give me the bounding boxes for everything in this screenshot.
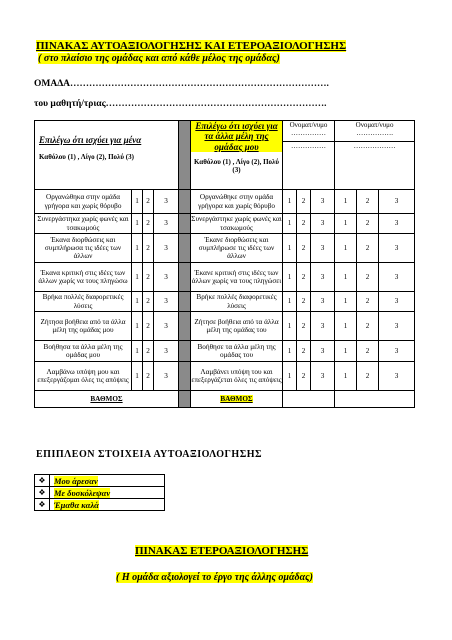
member-1-score-1[interactable]: 1 (283, 312, 297, 341)
member-1-score-1[interactable]: 1 (283, 214, 297, 234)
hetero-subtitle: ( Η ομάδα αξιολογεί το έργο της άλλης ομάδας) (116, 572, 313, 583)
table-row (35, 362, 415, 391)
member-1-score-3[interactable]: 3 (311, 341, 335, 362)
others-criterion: Λαμβάνει υπόψη του και επεξεργάζεται όλες τις απόψεις (191, 362, 283, 391)
table-row (35, 292, 415, 312)
extra-options-list (34, 474, 165, 511)
member-1-name-cell (283, 121, 335, 142)
member-1-score-2[interactable]: 2 (297, 341, 311, 362)
others-score-label: ΒΑΘΜΟΣ (220, 394, 253, 403)
others-header-cell (191, 121, 283, 190)
column-separator (179, 121, 191, 190)
member-2-score-3[interactable]: 3 (379, 234, 415, 263)
member-2-score-1[interactable]: 1 (335, 234, 357, 263)
score-row (35, 391, 415, 408)
member-2-score-1[interactable]: 1 (335, 362, 357, 391)
self-header-cell (35, 121, 179, 190)
table-row (35, 312, 415, 341)
self-criterion: Οργανώθηκα στην ομάδα γρήγορα και χωρίς θόρυβο (35, 190, 132, 214)
column-separator (179, 190, 191, 214)
page-title: ΠΙΝΑΚΑΣ ΑΥΤΟΑΞΙΟΛΟΓΗΣΗΣ ΚΑΙ ΕΤΕΡΟΑΞΙΟΛΟΓΗΣΗΣ (36, 40, 347, 52)
member-1-score-2[interactable]: 2 (297, 292, 311, 312)
hetero-title: ΠΙΝΑΚΑΣ ΕΤΕΡΟΑΞΙΟΛΟΓΗΣΗΣ (135, 545, 309, 557)
member-1-score-1[interactable]: 1 (283, 292, 297, 312)
member-2-score-2[interactable]: 2 (357, 190, 379, 214)
self-score-2[interactable]: 2 (143, 214, 154, 234)
column-separator (179, 214, 191, 234)
member-1-score-2[interactable]: 2 (297, 214, 311, 234)
member-2-score-2[interactable]: 2 (357, 214, 379, 234)
member-2-score-total[interactable] (335, 391, 415, 408)
student-field-line: του μαθητή/τριας……………………………………………………………. (34, 99, 327, 109)
diamond-bullet-icon: ❖ (35, 475, 50, 487)
member-1-name-dots: …………… (291, 129, 327, 138)
member-1-name-fill[interactable] (283, 142, 335, 190)
column-separator (179, 234, 191, 263)
member-1-score-3[interactable]: 3 (311, 292, 335, 312)
self-score-1[interactable]: 1 (132, 362, 143, 391)
extra-section-title: ΕΠΙΠΛΕΟΝ ΣΤΟΙΧΕΙΑ ΑΥΤΟΑΞΙΟΛΟΓΗΣΗΣ (36, 449, 263, 460)
self-score-2[interactable]: 2 (143, 292, 154, 312)
member-1-score-total[interactable] (283, 391, 335, 408)
diamond-bullet-icon: ❖ (35, 487, 50, 499)
member-2-score-3[interactable]: 3 (379, 292, 415, 312)
member-1-score-2[interactable]: 2 (297, 190, 311, 214)
extra-option-cell (50, 487, 165, 499)
self-score-3[interactable]: 3 (154, 292, 179, 312)
member-2-score-3[interactable]: 3 (379, 312, 415, 341)
others-scale-label: Καθόλου (1) , Λίγο (2), Πολύ (3) (194, 158, 280, 175)
member-1-score-1[interactable]: 1 (283, 234, 297, 263)
member-1-score-1[interactable]: 1 (283, 190, 297, 214)
self-criterion: Βρήκα πολλές διαφορετικές λύσεις (35, 292, 132, 312)
member-2-score-3[interactable]: 3 (379, 190, 415, 214)
member-1-score-1[interactable]: 1 (283, 362, 297, 391)
self-score-2[interactable]: 2 (143, 263, 154, 292)
member-1-score-3[interactable]: 3 (311, 312, 335, 341)
member-1-score-2[interactable]: 2 (297, 263, 311, 292)
self-criterion: Έκανα κριτική στις ιδέες των άλλων χωρίς να τους πληγώσω (35, 263, 132, 292)
member-1-name-header: Ονοματ/νυμο (289, 121, 328, 129)
column-separator (179, 292, 191, 312)
list-item (35, 499, 165, 511)
self-score-3[interactable]: 3 (154, 190, 179, 214)
member-2-score-3[interactable]: 3 (379, 341, 415, 362)
evaluation-table (34, 120, 415, 408)
self-score-1[interactable]: 1 (132, 190, 143, 214)
others-score-label-cell (191, 391, 283, 408)
extra-option-cell (50, 475, 165, 487)
self-score-3[interactable]: 3 (154, 263, 179, 292)
extra-option-liked: Μου άρεσαν (54, 475, 98, 486)
self-score-label: ΒΑΘΜΟΣ (35, 391, 179, 408)
column-separator (179, 362, 191, 391)
self-score-2[interactable]: 2 (143, 312, 154, 341)
member-2-name-cell (335, 121, 415, 142)
member-2-score-1[interactable]: 1 (335, 312, 357, 341)
extra-option-learned: Έμαθα καλά (54, 499, 99, 510)
self-criterion: Ζήτησα βοήθεια από τα άλλα μέλη της ομάδας μου (35, 312, 132, 341)
self-score-2[interactable]: 2 (143, 341, 154, 362)
member-1-score-2[interactable]: 2 (297, 234, 311, 263)
self-score-1[interactable]: 1 (132, 341, 143, 362)
self-score-2[interactable]: 2 (143, 234, 154, 263)
member-1-score-1[interactable]: 1 (283, 341, 297, 362)
member-2-name-fill[interactable] (335, 142, 415, 190)
self-scale-label: Καθόλου (1) , Λίγο (2), Πολύ (3) (39, 153, 134, 162)
page-subtitle: ( στο πλαίσιο της ομάδας και από κάθε μέλος της ομάδας) (38, 53, 280, 64)
self-score-3[interactable]: 3 (154, 341, 179, 362)
member-1-score-1[interactable]: 1 (283, 263, 297, 292)
member-2-score-1[interactable]: 1 (335, 341, 357, 362)
member-2-score-2[interactable]: 2 (357, 362, 379, 391)
table-row (35, 214, 415, 234)
member-2-score-2[interactable]: 2 (357, 263, 379, 292)
member-1-score-2[interactable]: 2 (297, 312, 311, 341)
self-score-1[interactable]: 1 (132, 234, 143, 263)
others-criterion: Βοήθησε τα άλλα μέλη της ομάδας του (191, 341, 283, 362)
group-field-line: ΟΜΑΔΑ………………………………………………………………………. (34, 79, 329, 89)
self-score-1[interactable]: 1 (132, 292, 143, 312)
table-row (35, 263, 415, 292)
member-1-score-2[interactable]: 2 (297, 362, 311, 391)
extra-option-cell (50, 499, 165, 511)
member-1-score-3[interactable]: 3 (311, 190, 335, 214)
member-2-score-1[interactable]: 1 (335, 214, 357, 234)
others-criterion: Έκανε διορθώσεις και συμπλήρωσε τις ιδέες των άλλων (191, 234, 283, 263)
table-row (35, 234, 415, 263)
table-row (35, 341, 415, 362)
self-score-1[interactable]: 1 (132, 312, 143, 341)
self-criterion: Έκανα διορθώσεις και συμπλήρωσα τις ιδέες των άλλων (35, 234, 132, 263)
member-2-score-1[interactable]: 1 (335, 292, 357, 312)
member-2-score-2[interactable]: 2 (357, 234, 379, 263)
others-criterion: Έκανε κριτική στις ιδέες των άλλων χωρίς να τους πληγώσει (191, 263, 283, 292)
self-criterion: Βοήθησα τα άλλα μέλη της ομάδας μου (35, 341, 132, 362)
self-criterion: Συνεργάστηκα χωρίς φωνές και τσακωμούς (35, 214, 132, 234)
self-score-2[interactable]: 2 (143, 190, 154, 214)
member-2-name-header: Ονοματ/νυμο (355, 121, 394, 129)
column-separator (179, 391, 191, 408)
self-score-1[interactable]: 1 (132, 214, 143, 234)
member-2-score-3[interactable]: 3 (379, 362, 415, 391)
member-2-score-2[interactable]: 2 (357, 312, 379, 341)
column-separator (179, 341, 191, 362)
others-criterion: Συνεργάστηκε χωρίς φωνές και τσακωμούς (191, 215, 282, 232)
self-score-1[interactable]: 1 (132, 263, 143, 292)
list-item (35, 475, 165, 487)
others-criterion: Ζήτησε βοήθεια από τα άλλα μέλη της ομάδας του (191, 312, 283, 341)
self-score-3[interactable]: 3 (154, 312, 179, 341)
self-score-3[interactable]: 3 (154, 362, 179, 391)
self-score-3[interactable]: 3 (154, 214, 179, 234)
member-2-score-1[interactable]: 1 (335, 263, 357, 292)
member-2-name-dots: ……………. (356, 129, 393, 138)
column-separator (179, 312, 191, 341)
member-2-score-2[interactable]: 2 (357, 341, 379, 362)
member-1-name-dots-2: …………… (291, 142, 327, 150)
self-score-2[interactable]: 2 (143, 362, 154, 391)
member-1-score-3[interactable]: 3 (311, 263, 335, 292)
member-2-score-3[interactable]: 3 (379, 214, 415, 234)
self-score-3[interactable]: 3 (154, 234, 179, 263)
others-header: Επιλέγω ότι ισχύει για τα άλλα μέλη της ομάδας μου (191, 121, 282, 152)
others-criterion: Οργανώθηκε στην ομάδα γρήγορα και χωρίς θόρυβο (191, 190, 283, 214)
member-2-score-2[interactable]: 2 (357, 292, 379, 312)
list-item (35, 487, 165, 499)
extra-option-difficult: Με δυσκόλεψαν (54, 487, 111, 498)
self-header: Επιλέγω ότι ισχύει για μένα (39, 135, 142, 145)
others-criterion: Βρήκε πολλές διαφορετικές λύσεις (191, 292, 283, 312)
diamond-bullet-icon: ❖ (35, 499, 50, 511)
member-2-score-1[interactable]: 1 (335, 190, 357, 214)
member-1-score-3[interactable]: 3 (311, 362, 335, 391)
member-2-score-3[interactable]: 3 (379, 263, 415, 292)
member-1-score-3[interactable]: 3 (311, 214, 335, 234)
member-2-name-dots-2: ……………… (353, 142, 396, 150)
member-1-score-3[interactable]: 3 (311, 234, 335, 263)
table-row (35, 190, 415, 214)
self-criterion: Λαμβάνω υπόψη μου και επεξεργάζομαι όλες τις απόψεις (35, 362, 132, 391)
column-separator (179, 263, 191, 292)
